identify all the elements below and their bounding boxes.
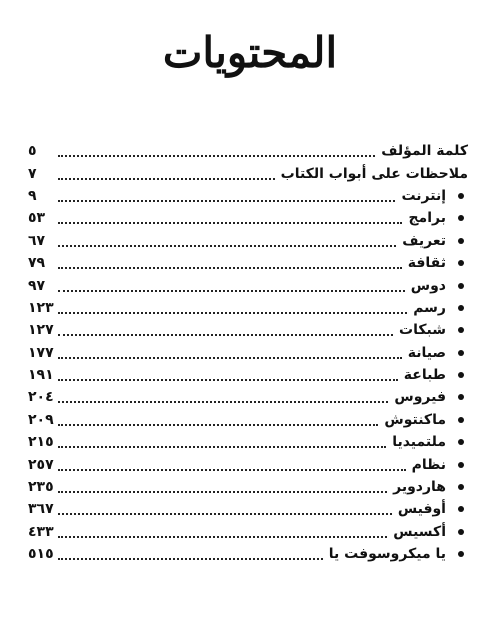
- dot-leader: [58, 155, 375, 157]
- dot-leader: [58, 558, 323, 560]
- toc-entry-page: ١٢٣: [28, 299, 54, 316]
- toc-entry-page: ٦٧: [28, 232, 46, 249]
- dot-leader: [58, 513, 392, 515]
- bullet-icon: [458, 327, 464, 333]
- toc-entry: [28, 409, 468, 431]
- toc-entry-page: ٣٦٧: [28, 501, 54, 518]
- bullet-icon: [458, 417, 464, 423]
- toc-entry: [28, 230, 468, 252]
- toc-entry-page: ٩: [28, 187, 37, 204]
- toc-entry: [28, 252, 468, 274]
- toc-entry-label: ثقافة: [407, 255, 446, 272]
- bullet-icon: [458, 305, 464, 311]
- toc-entry-label: يا ميكروسوفت يا: [328, 546, 446, 563]
- dot-leader: [58, 200, 395, 202]
- dot-leader: [58, 446, 386, 448]
- bullet-icon: [458, 506, 464, 512]
- table-of-contents: [28, 140, 468, 565]
- toc-entry: [28, 386, 468, 408]
- bullet-icon: [458, 484, 464, 490]
- dot-leader: [58, 290, 405, 292]
- toc-entry: [28, 297, 468, 319]
- dot-leader: [58, 424, 378, 426]
- dot-leader: [58, 536, 387, 538]
- bullet-icon: [458, 394, 464, 400]
- toc-entry-page: ٩٧: [28, 277, 46, 294]
- toc-entry-page: ٢٥٧: [28, 456, 54, 473]
- bullet-icon: [458, 215, 464, 221]
- toc-entry-page: ٧: [28, 165, 37, 182]
- toc-entry-label: برامج: [408, 210, 446, 227]
- toc-entry: [28, 140, 468, 162]
- dot-leader: [58, 245, 396, 247]
- toc-entry-label: أكسيس: [393, 523, 446, 540]
- toc-entry-label: كلمة المؤلف: [381, 143, 468, 160]
- toc-entry-label: فيروس: [394, 389, 446, 406]
- toc-entry-page: ٢٠٩: [28, 411, 54, 428]
- bullet-icon: [458, 462, 464, 468]
- toc-entry-page: ٥١٥: [28, 546, 54, 563]
- toc-entry: [28, 431, 468, 453]
- dot-leader: [58, 491, 387, 493]
- dot-leader: [58, 357, 402, 359]
- toc-entry-label: هاردوير: [393, 479, 446, 496]
- toc-entry-label: رسم: [413, 299, 446, 316]
- bullet-icon: [458, 551, 464, 557]
- toc-entry-label: نظام: [411, 456, 446, 473]
- toc-entry: [28, 207, 468, 229]
- dot-leader: [58, 267, 402, 269]
- toc-entry: [28, 162, 468, 184]
- bullet-icon: [458, 238, 464, 244]
- dot-leader: [58, 379, 398, 381]
- toc-entry: [28, 498, 468, 520]
- dot-leader: [58, 401, 388, 403]
- toc-entry-label: صيانة: [407, 344, 446, 361]
- toc-entry-page: ٥٣: [28, 210, 46, 227]
- bullet-icon: [458, 372, 464, 378]
- toc-entry-label: شبكات: [399, 322, 446, 339]
- toc-entry-page: ٢٠٤: [28, 389, 54, 406]
- dot-leader: [58, 334, 393, 336]
- toc-entry-page: ٤٣٣: [28, 523, 54, 540]
- toc-entry: [28, 476, 468, 498]
- bullet-icon: [458, 529, 464, 535]
- toc-entry-page: ١٧٧: [28, 344, 54, 361]
- bullet-icon: [458, 283, 464, 289]
- bullet-icon: [458, 260, 464, 266]
- toc-entry-label: ملاحظات على أبواب الكتاب: [280, 165, 468, 182]
- dot-leader: [58, 469, 406, 471]
- toc-entry: [28, 319, 468, 341]
- toc-entry: [28, 342, 468, 364]
- toc-entry-label: طباعة: [403, 367, 446, 384]
- toc-entry: [28, 453, 468, 475]
- bullet-icon: [458, 193, 464, 199]
- toc-entry-label: دوس: [410, 277, 446, 294]
- toc-entry-label: إنترنت: [401, 187, 446, 204]
- toc-entry: [28, 274, 468, 296]
- dot-leader: [58, 312, 407, 314]
- dot-leader: [58, 222, 402, 224]
- dot-leader: [58, 178, 275, 180]
- toc-entry: [28, 185, 468, 207]
- toc-entry: [28, 364, 468, 386]
- toc-entry: [28, 543, 468, 565]
- toc-entry-label: ماكنتوش: [384, 411, 446, 428]
- toc-entry-label: تعريف: [402, 232, 446, 249]
- toc-entry-label: ملتميديا: [392, 434, 446, 451]
- toc-entry-page: ١٢٧: [28, 322, 54, 339]
- toc-entry-page: ٥: [28, 143, 37, 160]
- bullet-icon: [458, 439, 464, 445]
- bullet-icon: [458, 350, 464, 356]
- page-title: المحتويات: [162, 28, 338, 77]
- toc-entry-label: أوفيس: [397, 501, 446, 518]
- toc-entry: [28, 521, 468, 543]
- toc-entry-page: ٢١٥: [28, 434, 54, 451]
- toc-entry-page: ١٩١: [28, 367, 54, 384]
- toc-entry-page: ٢٣٥: [28, 479, 54, 496]
- toc-entry-page: ٧٩: [28, 255, 46, 272]
